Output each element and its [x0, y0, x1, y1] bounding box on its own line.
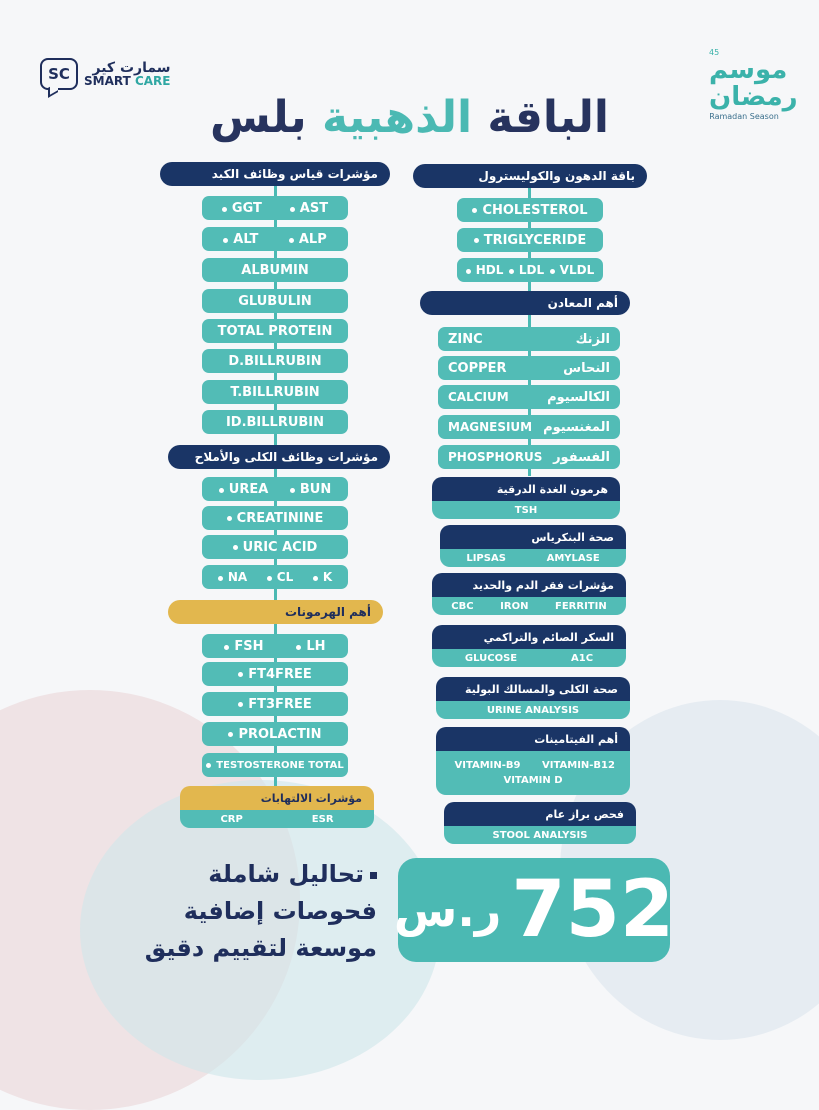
brand-mark-icon: SC — [40, 58, 78, 90]
sugar-header: السكر الصائم والتراكمي — [432, 625, 626, 649]
pill-total-protein: TOTAL PROTEIN — [202, 319, 348, 343]
pill-hdl-ldl-vldl: HDL LDL VLDL — [457, 258, 603, 282]
currency-symbol: ر.س — [393, 883, 502, 937]
sugar-items: GLUCOSE A1C — [432, 649, 626, 667]
stool-header: فحص براز عام — [444, 802, 636, 826]
pill-cholesterol: CHOLESTEROL — [457, 198, 603, 222]
pill-albumin: ALBUMIN — [202, 258, 348, 282]
pill-id-bilirubin: ID.BILLRUBIN — [202, 410, 348, 434]
pancreas-items: LIPSAS AMYLASE — [440, 549, 626, 567]
inflammation-box — [180, 786, 374, 828]
liver-header: مؤشرات قياس وظائف الكبد — [160, 162, 390, 186]
anemia-items: CBC IRON FERRITIN — [432, 597, 626, 615]
inflammation-header: مؤشرات الالتهابات — [180, 786, 374, 810]
pill-testosterone: TESTOSTERONE TOTAL — [202, 753, 348, 777]
pill-creatinine: CREATININE — [202, 506, 348, 530]
urine-items: URINE ANALYSIS — [436, 701, 630, 719]
price-badge — [393, 858, 675, 962]
anemia-box — [432, 573, 626, 615]
pill-na-cl-k: NA CL K — [202, 565, 348, 589]
pancreas-box — [440, 525, 626, 567]
inflammation-items: CRP ESR — [180, 810, 374, 828]
pill-zinc: ZINC الزنك — [438, 327, 620, 351]
minerals-header: أهم المعادن — [420, 291, 630, 315]
pill-d-bilirubin: D.BILLRUBIN — [202, 349, 348, 373]
thyroid-header: هرمون الغدة الدرقية — [432, 477, 620, 501]
feature-1: تحاليل شاملة — [208, 860, 377, 888]
pill-magnesium: MAGNESIUM المغنسيوم — [438, 415, 620, 439]
brand-name-en: SMART CARE — [84, 74, 171, 88]
thyroid-box — [432, 477, 620, 519]
pancreas-header: صحة البنكرياس — [440, 525, 626, 549]
pill-fsh-lh: FSH LH — [202, 634, 348, 658]
pill-ft3free: FT3FREE — [202, 692, 348, 716]
lipids-header: باقة الدهون والكوليسترول — [413, 164, 647, 188]
feature-3: موسعة لتقييم دقيق — [144, 934, 377, 962]
price-value: 752 — [511, 865, 675, 955]
ramadan-season-logo: 45 موسم رمضان Ramadan Season — [709, 48, 798, 121]
page-title: الباقة الذهبية بلس — [209, 92, 610, 143]
kidney-header: مؤشرات وظائف الكلى والأملاح — [168, 445, 390, 469]
pill-t-bilirubin: T.BILLRUBIN — [202, 380, 348, 404]
thyroid-items: TSH — [432, 501, 620, 519]
anemia-header: مؤشرات فقر الدم والحديد — [432, 573, 626, 597]
stool-box — [444, 802, 636, 844]
pill-copper: COPPER النحاس — [438, 356, 620, 380]
pill-alt-alp: ALT ALP — [202, 227, 348, 251]
sugar-box — [432, 625, 626, 667]
pill-triglyceride: TRIGLYCERIDE — [457, 228, 603, 252]
pill-ft4free: FT4FREE — [202, 662, 348, 686]
pill-uric-acid: URIC ACID — [202, 535, 348, 559]
pill-glubulin: GLUBULIN — [202, 289, 348, 313]
pill-calcium: CALCIUM الكالسيوم — [438, 385, 620, 409]
urine-header: صحة الكلى والمسالك البولية — [436, 677, 630, 701]
pill-urea-bun: UREA BUN — [202, 477, 348, 501]
pill-ggt-ast: GGT AST — [202, 196, 348, 220]
vitamins-items: VITAMIN-B9 VITAMIN-B12 VITAMIN D — [436, 751, 630, 795]
brand-name-ar: سمارت كير — [92, 60, 171, 76]
pill-prolactin: PROLACTIN — [202, 722, 348, 746]
vitamins-header: أهم الفيتامينات — [436, 727, 630, 751]
urine-box — [436, 677, 630, 719]
vitamins-box — [436, 727, 630, 795]
feature-2: فحوصات إضافية — [183, 897, 377, 925]
hormones-header: أهم الهرمونات — [168, 600, 383, 624]
stool-items: STOOL ANALYSIS — [444, 826, 636, 844]
pill-phosphorus: PHOSPHORUS الفسفور — [438, 445, 620, 469]
brand-logo — [40, 58, 170, 90]
